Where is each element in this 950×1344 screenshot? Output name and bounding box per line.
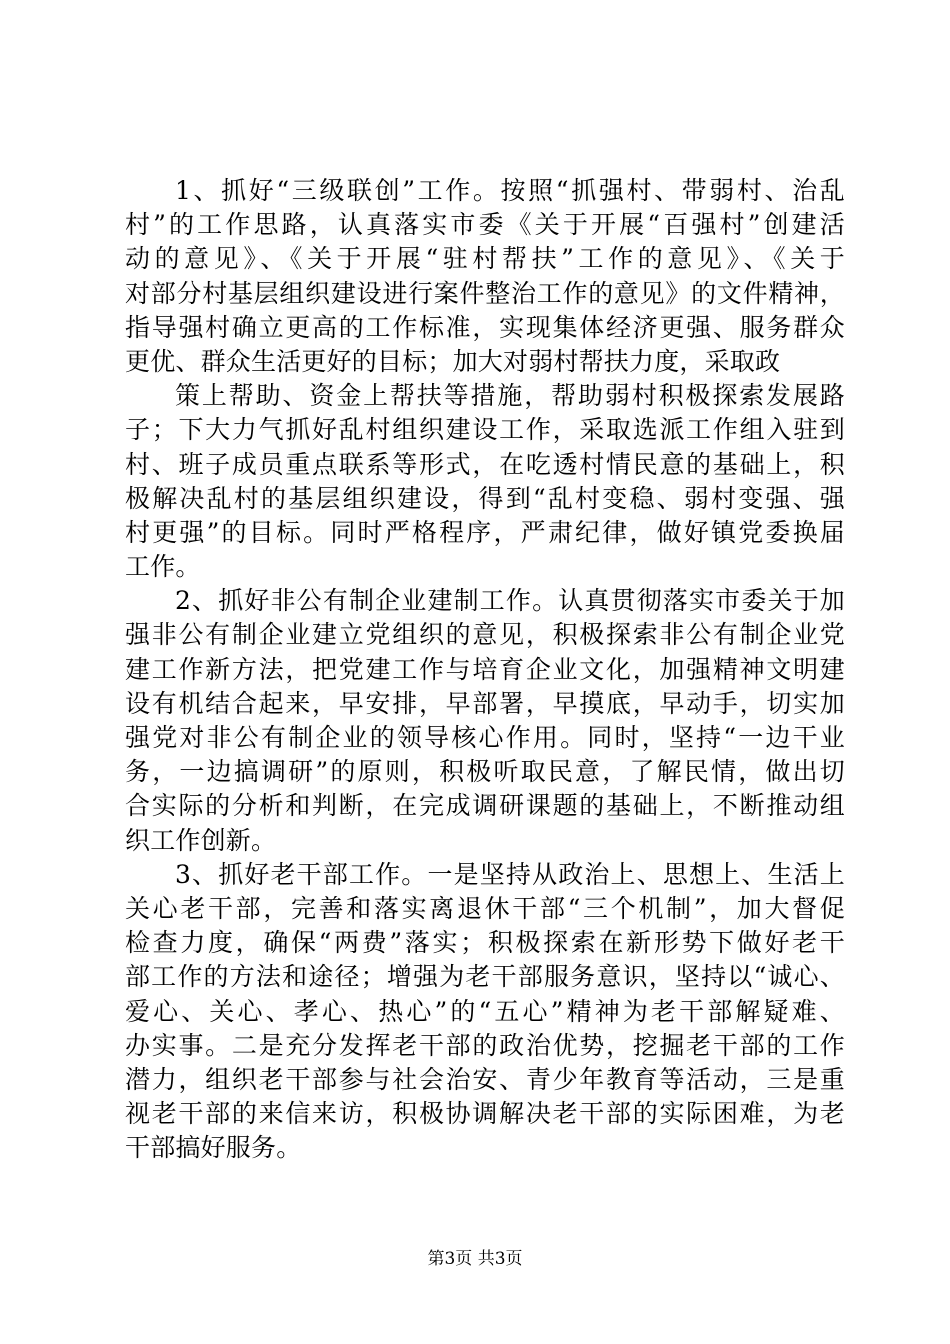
text-line: 极解决乱村的基层组织建设，得到“乱村变稳、弱村变强、强: [125, 483, 845, 513]
text-line: 强非公有制企业建立党组织的意见，积极探索非公有制企业党: [125, 620, 845, 650]
text-line: 村、班子成员重点联系等形式，在吃透村情民意的基础上，积: [125, 449, 845, 479]
text-line: 织工作创新。: [125, 825, 277, 855]
text-line: 工作。: [125, 552, 201, 582]
text-line: 建工作新方法，把党建工作与培育企业文化，加强精神文明建: [125, 654, 845, 684]
page-footer: 第3页 共3页: [427, 1249, 523, 1269]
text-line: 爱心、关心、孝心、热心”的“五心”精神为老干部解疑难、: [125, 996, 845, 1026]
text-line: 强党对非公有制企业的领导核心作用。同时，坚持“一边干业: [125, 723, 845, 752]
text-line: 关心老干部，完善和落实离退休干部“三个机制”，加大督促: [125, 893, 845, 923]
text-line: 设有机结合起来，早安排，早部署，早摸底，早动手，切实加: [125, 688, 845, 718]
text-line: 潜力，组织老干部参与社会治安、青少年教育等活动，三是重: [125, 1064, 845, 1094]
text-line: 子；下大力气抓好乱村组织建设工作，采取选派工作组入驻到: [125, 415, 845, 445]
text-line: 动的意见》、《关于开展“驻村帮扶”工作的意见》、《关于: [125, 244, 845, 274]
text-line: 2、抓好非公有制企业建制工作。认真贯彻落实市委关于加: [175, 586, 845, 616]
text-line: 3、抓好老干部工作。一是坚持从政治上、思想上、生活上: [175, 859, 845, 889]
text-line: 指导强村确立更高的工作标准，实现集体经济更强、服务群众: [125, 312, 845, 342]
text-line: 村”的工作思路，认真落实市委《关于开展“百强村”创建活: [125, 210, 845, 240]
text-line: 办实事。二是充分发挥老干部的政治优势，挖掘老干部的工作: [125, 1030, 845, 1060]
text-line: 对部分村基层组织建设进行案件整治工作的意见》的文件精神，: [125, 278, 845, 308]
text-line: 干部搞好服务。: [125, 1133, 302, 1163]
text-line: 1、抓好“三级联创”工作。按照“抓强村、带弱村、治乱: [175, 176, 845, 205]
text-line: 合实际的分析和判断，在完成调研课题的基础上，不断推动组: [125, 791, 845, 821]
text-line: 村更强”的目标。同时严格程序，严肃纪律，做好镇党委换届: [125, 517, 845, 547]
text-line: 部工作的方法和途径；增强为老干部服务意识，坚持以“诚心、: [125, 962, 845, 992]
document-body: [125, 174, 845, 1165]
text-line: 检查力度，确保“两费”落实；积极探索在新形势下做好老干: [125, 928, 845, 958]
text-line: 策上帮助、资金上帮扶等措施，帮助弱村积极探索发展路: [175, 381, 845, 411]
text-line: 务，一边搞调研”的原则，积极听取民意，了解民情，做出切: [125, 757, 845, 787]
text-line: 更优、群众生活更好的目标；加大对弱村帮扶力度，采取政: [125, 346, 781, 376]
text-line: 视老干部的来信来访，积极协调解决老干部的实际困难，为老: [125, 1099, 845, 1129]
